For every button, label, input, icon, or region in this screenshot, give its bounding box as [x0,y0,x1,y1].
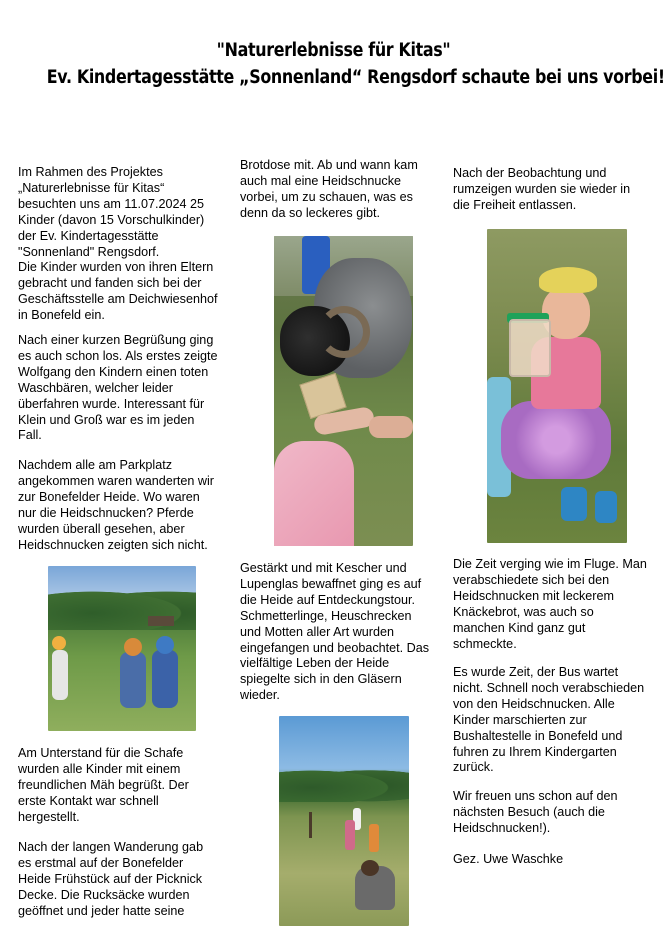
breakfast-paragraph: Nach der langen Wanderung gab es erstmal auf der Bonefelder Heide Frühstück auf der Picknick Decke. Die Rucksäcke wurden geöffnet und jeder hatte seine [18,840,204,918]
farewell-paragraph: Die Zeit verging wie im Fluge. Man verabschiedete sich bei den Heidschnucken mit leckerem Knäckebrot, was auch so manchen Kind ganz gut schmeckte. [453,557,647,651]
title-line-1: "Naturerlebnisse für Kitas" [216,40,451,61]
intro-paragraph: Im Rahmen des Projektes „Naturerlebnisse für Kitas“ besuchten uns am 11.07.2024 25 Kinder (davon 15 Vorschulkinder) der Ev. Kindertagesstätte "Sonnenland" Rengsdorf. Die Kinder wurden von ihren Eltern gebracht und fanden sich bei der Geschäftsstelle am Deichwiesenhof in Bonefeld ein. [18,165,218,323]
greeting-paragraph: Nach einer kurzen Begrüßung ging es auch schon los. Als erstes zeigte Wolfgang den Kindern einen toten Waschbären, welcher leider überfahren wurde. Interessant für Klein und Groß war es im jeden Fall. [18,333,218,443]
sheep-feeding-photo [274,236,413,546]
title-line-2: Ev. Kindertagesstätte „Sonnenland“ Rengsdorf schaute bei uns vorbei! [46,67,665,88]
lunchbox-paragraph: Brotdose mit. Ab und wann kam auch mal eine Heidschnucke vorbei, um zu schauen, was es denn da so leckeres gibt. [240,158,418,220]
children-hiking-photo [48,566,196,731]
release-paragraph: Nach der Beobachtung und rumzeigen wurden sie wieder in die Freiheit entlassen. [453,166,631,212]
outlook-paragraph: Wir freuen uns schon auf den nächsten Besuch (auch die Heidschnucken!). [453,789,618,835]
shelter-paragraph: Am Unterstand für die Schafe wurden alle Kinder mit einem freundlichen Mäh begrüßt. Der erste Kontakt war schnell hergestellt. [18,746,189,824]
hike-paragraph: Nachdem alle am Parkplatz angekommen waren wanderten wir zur Bonefelder Heide. Wo waren nur die Heidschnucken? Pferde wurden überall gesehen, aber Heidschnucken zeigten sich nicht. [18,458,215,552]
girl-with-jar-photo [487,229,627,543]
signature: Gez. Uwe Waschke [453,852,564,866]
exploration-paragraph: Gestärkt und mit Kescher und Lupenglas bewaffnet ging es auf die Heide auf Entdeckungstour. Schmetterlinge, Heuschrecken und Motten aller Art wurden eingefangen und beobachtet. Das vielfältige Leben der Heide spiegelte sich in den Gläsern wieder. [240,561,430,703]
bus-paragraph: Es wurde Zeit, der Bus wartet nicht. Schnell noch verabschieden von den Heidschnucken. Alle Kinder marschierten zur Bushaltestelle in Bonefeld und fuhren zu Ihrem Kindergarten zurück. [453,665,645,775]
meadow-exploration-photo [279,716,409,926]
